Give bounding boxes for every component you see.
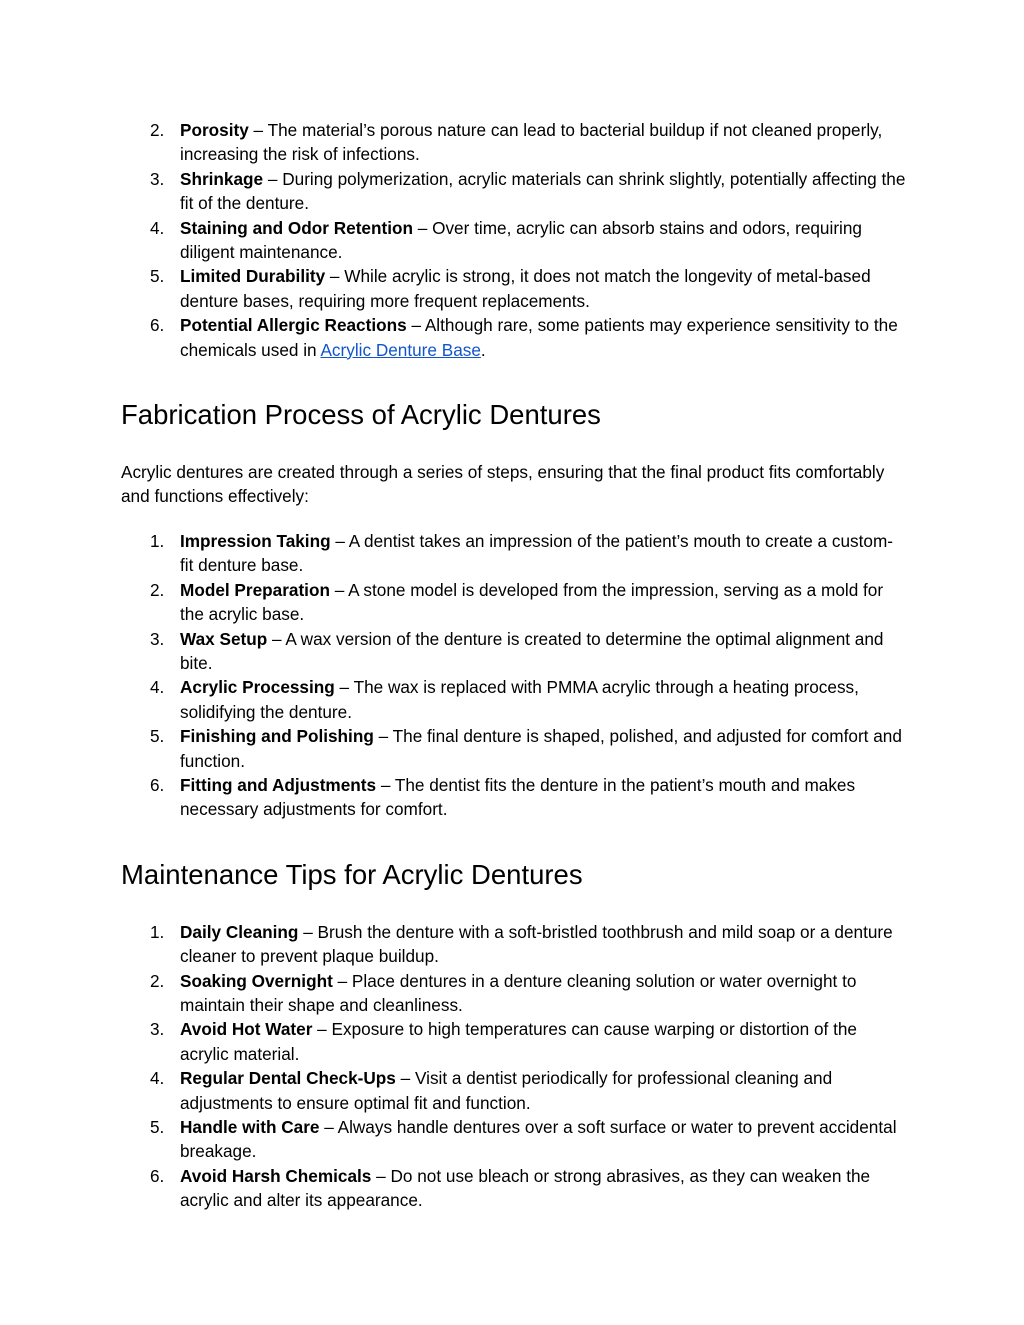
list-item-text: – The dentist fits the denture in the patient’s mouth and makes necessary adjustments for comfort.: [180, 774, 856, 820]
list-item: [121, 578, 906, 627]
section-heading-maintenance: Maintenance Tips for Acrylic Dentures: [121, 858, 583, 890]
list-number: 5.: [150, 726, 165, 747]
list-number: 4.: [150, 1068, 165, 1089]
list-number: 3.: [150, 628, 165, 649]
list-item: [121, 1115, 906, 1164]
list-number: 3.: [150, 168, 165, 189]
list-item: [121, 118, 906, 167]
list-item-text: – Place dentures in a denture cleaning solution or water overnight to maintain their shape and cleanliness.: [180, 970, 857, 1015]
list-number: 1.: [150, 530, 165, 551]
list-item-text: – A stone model is developed from the impression, serving as a mold for the acrylic base.: [180, 579, 884, 625]
list-item-term: Avoid Harsh Chemicals: [180, 1165, 372, 1186]
list-item: [121, 264, 906, 313]
list-item-term: Porosity: [180, 120, 249, 140]
disadvantages-list: [121, 118, 906, 362]
list-number: 2.: [150, 970, 165, 991]
list-item-term: Acrylic Processing: [180, 677, 335, 698]
list-number: 6.: [150, 315, 165, 336]
list-item-text: – The final denture is shaped, polished, and adjusted for comfort and function.: [180, 726, 902, 771]
list-item: [121, 773, 906, 822]
section-heading-fabrication: Fabrication Process of Acrylic Dentures: [121, 399, 601, 431]
list-item-term: Fitting and Adjustments: [180, 774, 377, 795]
list-number: 3.: [150, 1019, 165, 1040]
acrylic-denture-base-link[interactable]: Acrylic Denture Base: [320, 339, 481, 360]
list-item-term: Regular Dental Check-Ups: [180, 1068, 396, 1089]
list-item-text: – A wax version of the denture is created to determine the optimal alignment and bite.: [180, 628, 884, 673]
list-number: 5.: [150, 266, 165, 287]
list-item-term: Potential Allergic Reactions: [180, 315, 407, 336]
list-item-text: – Although rare, some patients may experience sensitivity to the chemicals used in: [180, 315, 898, 360]
list-number: 6.: [150, 1165, 165, 1186]
fabrication-steps-list: [121, 529, 906, 822]
list-item-text: – Exposure to high temperatures can cause warping or distortion of the acrylic material.: [180, 1019, 857, 1064]
list-item: [121, 724, 906, 773]
list-item-text: – While acrylic is strong, it does not match the longevity of metal-based denture bases, requiring more frequent replacements.: [180, 266, 871, 311]
list-item-term: Impression Taking: [180, 530, 331, 551]
list-item: [121, 675, 906, 724]
list-item: [121, 1066, 906, 1115]
list-item-term: Shrinkage: [180, 168, 264, 189]
list-item-term: Limited Durability: [180, 266, 326, 287]
list-item: [121, 313, 906, 362]
list-item-text: – The wax is replaced with PMMA acrylic through a heating process, solidifying the denture.: [180, 677, 859, 722]
section-intro: Acrylic dentures are created through a series of steps, ensuring that the final product fits comfortably and functions effectively:: [121, 462, 885, 507]
list-item-term: Daily Cleaning: [180, 921, 299, 942]
list-item-text: – Visit a dentist periodically for professional cleaning and adjustments to ensure optimal fit and function.: [180, 1068, 833, 1113]
list-number: 4.: [150, 677, 165, 698]
list-number: 6.: [150, 774, 165, 795]
list-number: 2.: [150, 579, 165, 600]
list-item: [121, 1164, 906, 1213]
list-item-term: Model Preparation: [180, 579, 330, 600]
list-item-text: – Brush the denture with a soft-bristled toothbrush and mild soap or a denture cleaner to prevent plaque buildup.: [180, 921, 893, 967]
list-number: 5.: [150, 1117, 165, 1137]
list-item: [121, 167, 906, 216]
list-item-text: – Do not use bleach or strong abrasives, as they can weaken the acrylic and alter its appearance.: [180, 1165, 871, 1211]
list-item-term: Wax Setup: [180, 628, 268, 649]
list-item-term: Soaking Overnight: [180, 970, 333, 991]
list-item: [121, 216, 906, 265]
list-item-term: Finishing and Polishing: [180, 726, 374, 747]
list-item-text: – A dentist takes an impression of the patient’s mouth to create a custom-fit denture base.: [180, 530, 893, 576]
list-item-term: Handle with Care: [180, 1117, 320, 1137]
list-item: [121, 969, 906, 1018]
list-number: 2.: [150, 120, 165, 140]
list-item-text: – During polymerization, acrylic materials can shrink slightly, potentially affecting the fit of the denture.: [180, 168, 906, 214]
list-item: [121, 529, 906, 578]
list-item-text-end: .: [480, 339, 486, 360]
list-number: 4.: [150, 217, 165, 238]
list-number: 1.: [150, 921, 165, 942]
maintenance-tips-list: [121, 920, 906, 1213]
list-item: [121, 627, 906, 676]
list-item: [121, 1017, 906, 1066]
list-item-term: Staining and Odor Retention: [180, 217, 413, 238]
document-page: [121, 118, 906, 1213]
list-item-text: – The material’s porous nature can lead to bacterial buildup if not cleaned properly, increasing the risk of infections.: [180, 120, 883, 165]
list-item-text: – Over time, acrylic can absorb stains and odors, requiring diligent maintenance.: [180, 217, 862, 263]
list-item: [121, 920, 906, 969]
list-item-term: Avoid Hot Water: [180, 1019, 313, 1040]
list-item-text: – Always handle dentures over a soft surface or water to prevent accidental breakage.: [180, 1117, 897, 1162]
